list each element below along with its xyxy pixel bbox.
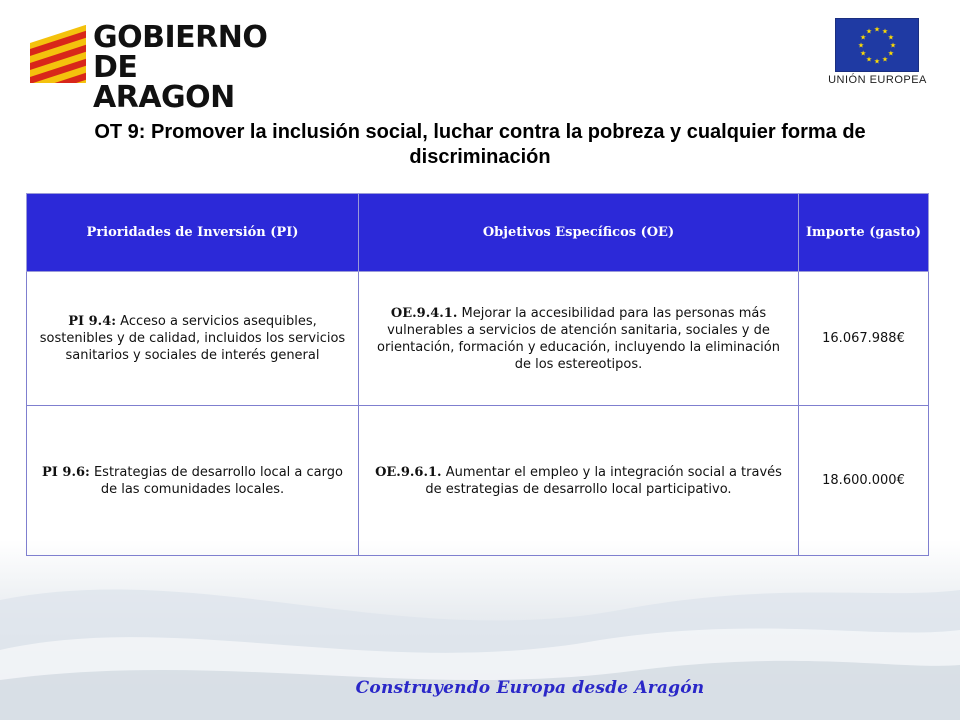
oe-code: OE.9.6.1. [375,464,442,480]
eu-star-icon: ★ [865,27,873,36]
page-title: OT 9: Promover la inclusión social, luchar contra la pobreza y cualquier forma de discriminación [94,121,866,168]
pi-code: PI 9.4: [68,314,117,329]
oe-text: Aumentar el empleo y la integración social a través de estrategias de desarrollo local participativo. [425,464,782,497]
eu-star-icon: ★ [873,25,881,34]
logo-line-2: DE ARAGON [93,50,235,115]
header-objetivos: Objetivos Específicos (OE) [359,194,799,272]
eu-star-icon: ★ [887,33,894,42]
eu-star-icon: ★ [857,41,865,50]
eu-star-icon: ★ [860,49,867,58]
pi-cell [27,406,359,556]
eu-star-icon: ★ [889,41,897,50]
eu-flag-icon [835,18,919,72]
oe-cell [359,272,799,406]
header-importe: Importe (gasto) [799,194,929,272]
amount-cell: 18.600.000€ [799,406,929,556]
pi-text: Acceso a servicios asequibles, sostenibles y de calidad, incluidos los servicios sanitarios y sociales de interés general [39,314,346,363]
table-row [27,406,929,556]
logo-line-1: GOBIERNO [93,20,268,55]
oe-cell [359,406,799,556]
eu-star-icon: ★ [873,57,881,66]
investment-table [26,193,929,556]
eu-star-icon: ★ [887,49,894,58]
pi-cell [27,272,359,406]
gobierno-aragon-logo [30,20,280,115]
pi-text: Estrategias de desarrollo local a cargo de las comunidades locales. [89,464,343,497]
oe-text: Mejorar la accesibilidad para las personas más vulnerables a servicios de atención sanitaria, sociales y de orientación, formación y educación, incluyendo la eliminación de los estereotipos. [377,305,780,372]
table-row [27,272,929,406]
oe-code: OE.9.4.1. [390,305,458,321]
eu-star-icon: ★ [860,33,867,42]
eu-star-icon: ★ [881,55,889,64]
amount-cell: 16.067.988€ [799,272,929,406]
eu-label: UNIÓN EUROPEA [828,74,927,86]
logo-wordmark [93,20,280,115]
aragon-flag-icon [30,25,86,83]
footer-slogan: Construyendo Europa desde Aragón [355,678,705,698]
header-prioridades: Prioridades de Inversión (PI) [27,194,359,272]
eu-star-icon: ★ [881,27,889,36]
eu-star-icon: ★ [865,55,873,64]
pi-code: PI 9.6: [42,464,90,480]
table-header-row [27,194,929,272]
